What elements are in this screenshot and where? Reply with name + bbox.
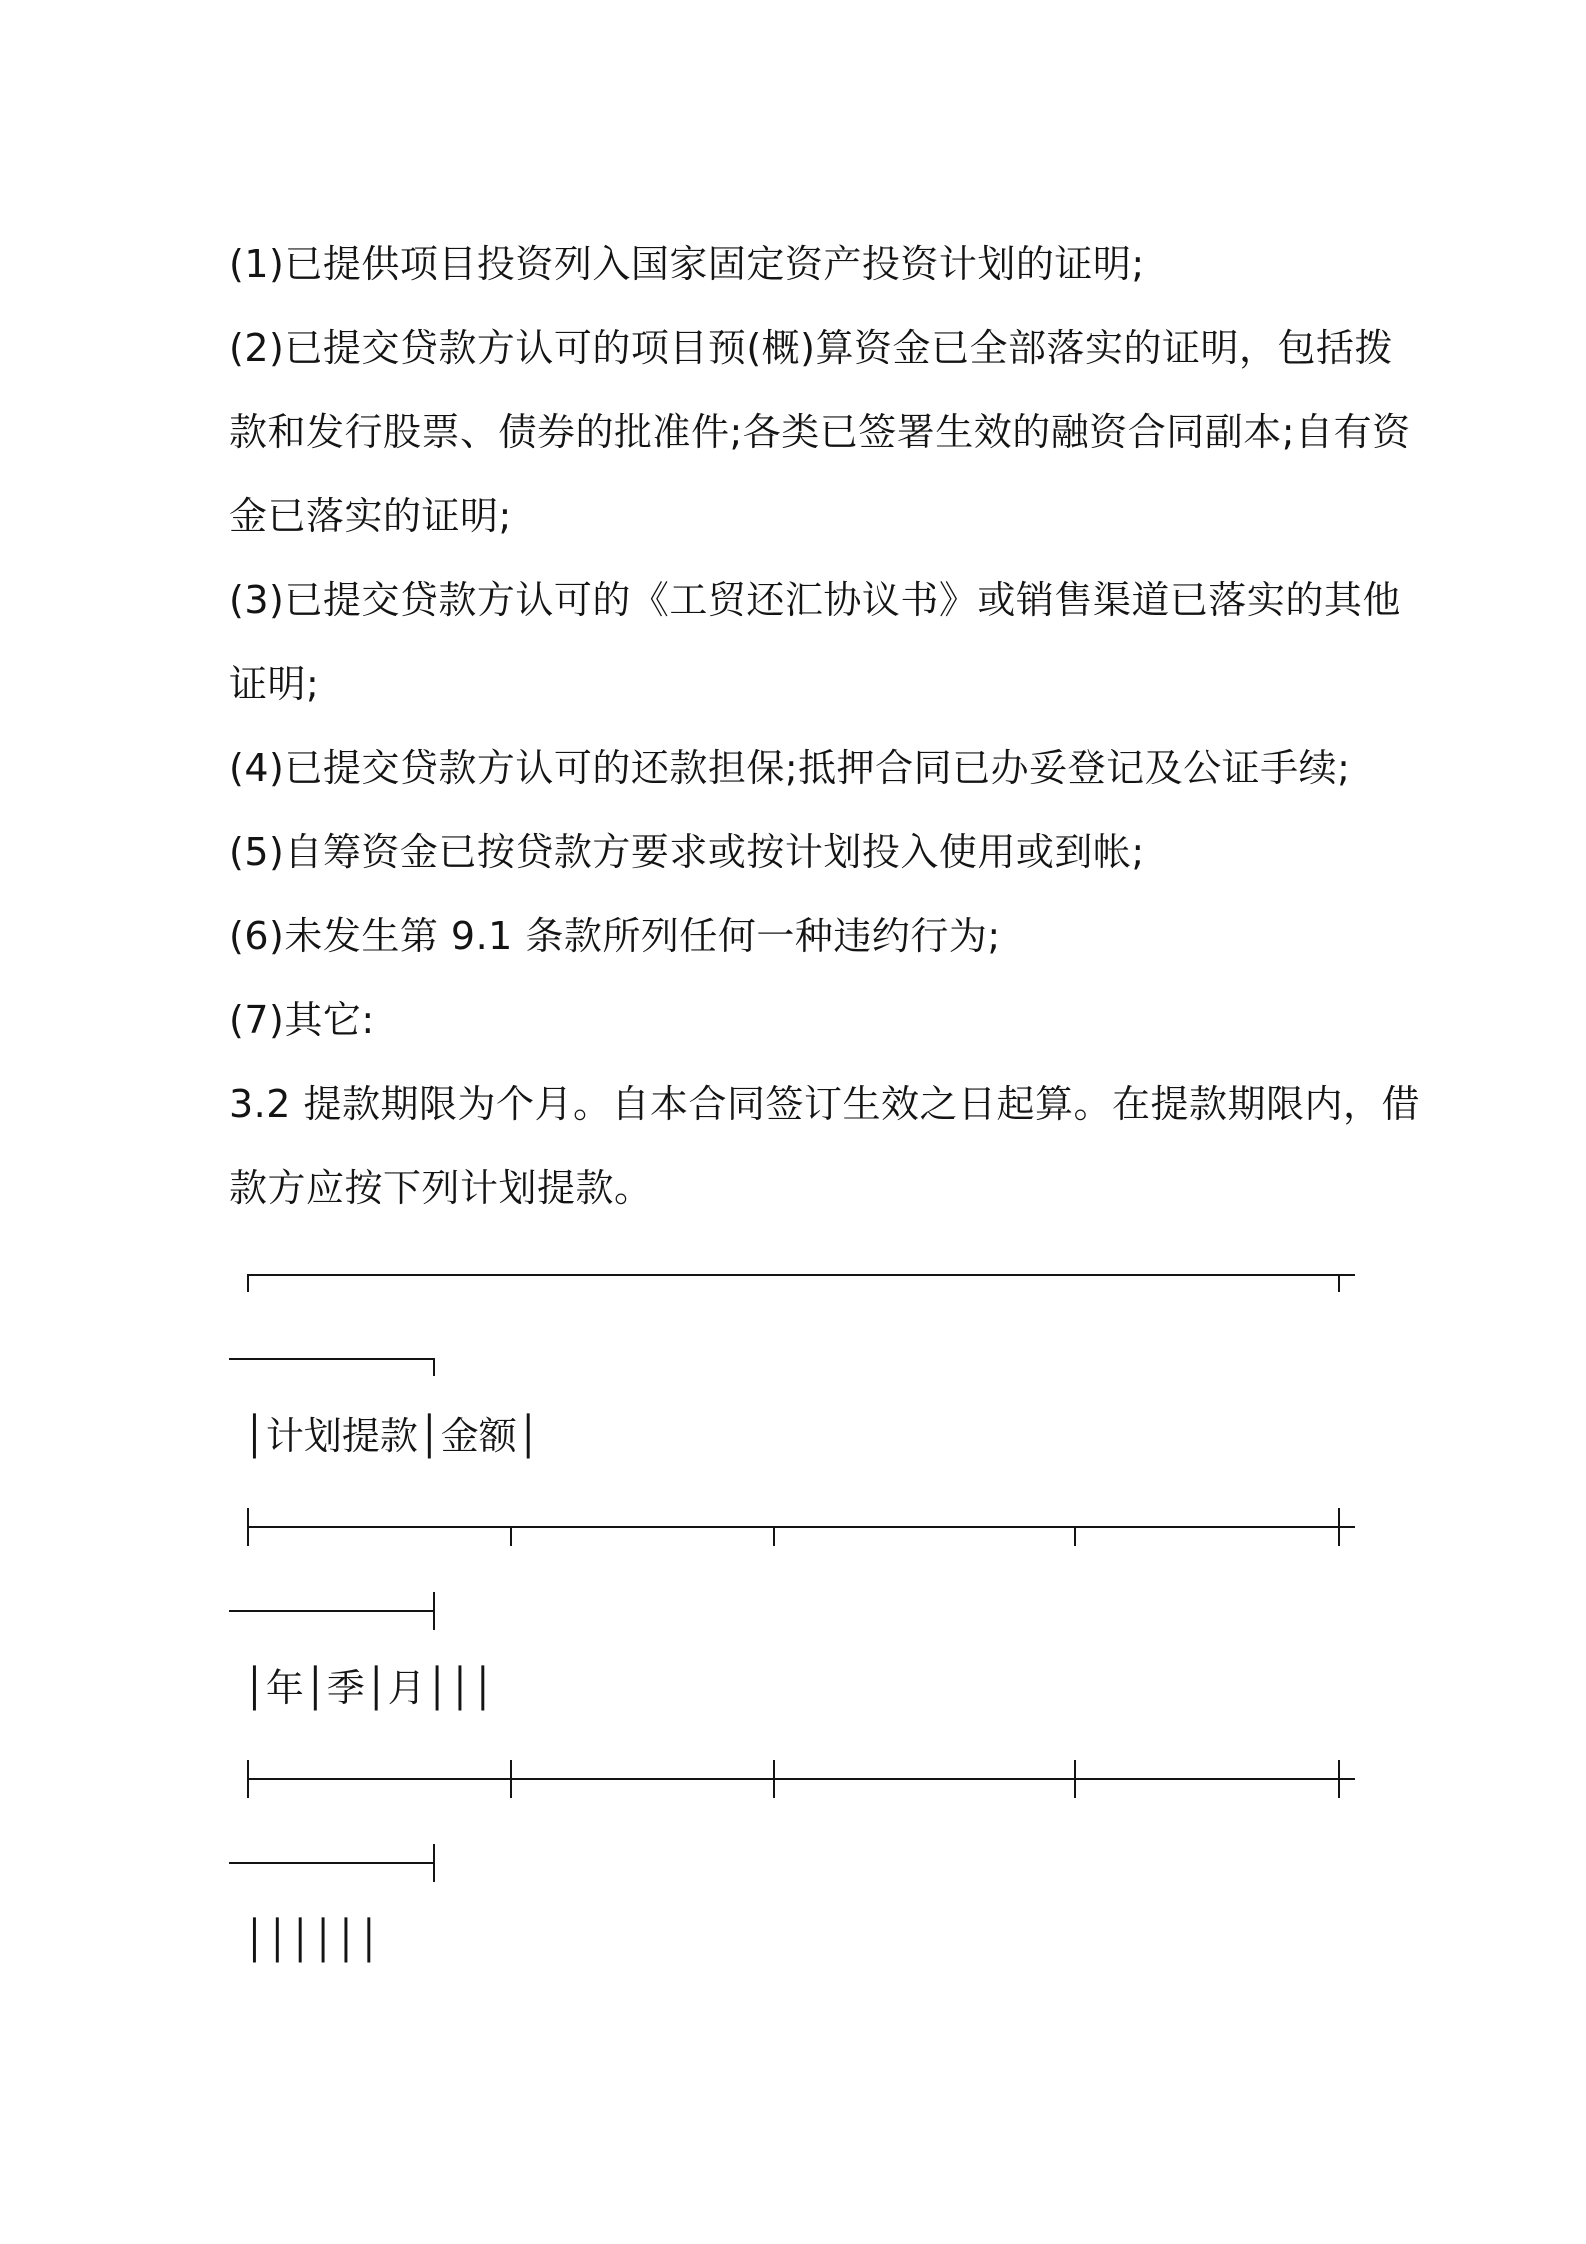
wrapped-rule-3	[229, 1862, 435, 1864]
clause-3-line-2: 证明;	[229, 662, 320, 706]
rule-2-tick-d	[1074, 1526, 1076, 1546]
rule-3-tick-a	[247, 1760, 249, 1798]
table-top-rule	[247, 1274, 1355, 1276]
rule-3-tick-d	[1074, 1760, 1076, 1798]
wrapped-rule-3-tick	[433, 1844, 435, 1882]
clause-5: (5)自筹资金已按贷款方要求或按计划投入使用或到帐;	[229, 830, 1145, 874]
table-top-rule-left-tick	[247, 1274, 249, 1292]
clause-1: (1)已提供项目投资列入国家固定资产投资计划的证明;	[229, 242, 1145, 286]
rule-3-tick-b	[510, 1760, 512, 1798]
wrapped-rule-1	[229, 1358, 435, 1360]
clause-2-line-3: 金已落实的证明;	[229, 494, 512, 538]
table-top-rule-right-tick	[1338, 1274, 1340, 1292]
table-row-period: │年│季│月│││	[243, 1666, 495, 1710]
rule-2-tick-a	[247, 1508, 249, 1546]
rule-2-tick-b	[510, 1526, 512, 1546]
table-row-header: │计划提款│金额│	[243, 1414, 540, 1458]
clause-6: (6)未发生第 9.1 条款所列任何一种违约行为;	[229, 914, 1001, 958]
rule-2-tick-c	[773, 1526, 775, 1546]
table-middle-rule-1	[247, 1526, 1355, 1528]
clause-3-line-1: (3)已提交贷款方认可的《工贸还汇协议书》或销售渠道已落实的其他	[229, 578, 1401, 622]
wrapped-rule-1-tick	[433, 1358, 435, 1376]
clause-7: (7)其它:	[229, 998, 375, 1042]
section-3-2-line-2: 款方应按下列计划提款。	[229, 1166, 653, 1210]
wrapped-rule-2	[229, 1610, 435, 1612]
clause-2-line-1: (2)已提交贷款方认可的项目预(概)算资金已全部落实的证明，包括拨	[229, 326, 1393, 370]
table-row-empty: ││││││	[243, 1918, 381, 1962]
section-3-2-line-1: 3.2 提款期限为个月。自本合同签订生效之日起算。在提款期限内，借	[229, 1082, 1421, 1126]
rule-2-tick-e	[1338, 1508, 1340, 1546]
rule-3-tick-e	[1338, 1760, 1340, 1798]
rule-3-tick-c	[773, 1760, 775, 1798]
table-middle-rule-2	[247, 1778, 1355, 1780]
clause-2-line-2: 款和发行股票、债券的批准件;各类已签署生效的融资合同副本;自有资	[229, 410, 1411, 454]
clause-4: (4)已提交贷款方认可的还款担保;抵押合同已办妥登记及公证手续;	[229, 746, 1351, 790]
wrapped-rule-2-tick	[433, 1592, 435, 1630]
